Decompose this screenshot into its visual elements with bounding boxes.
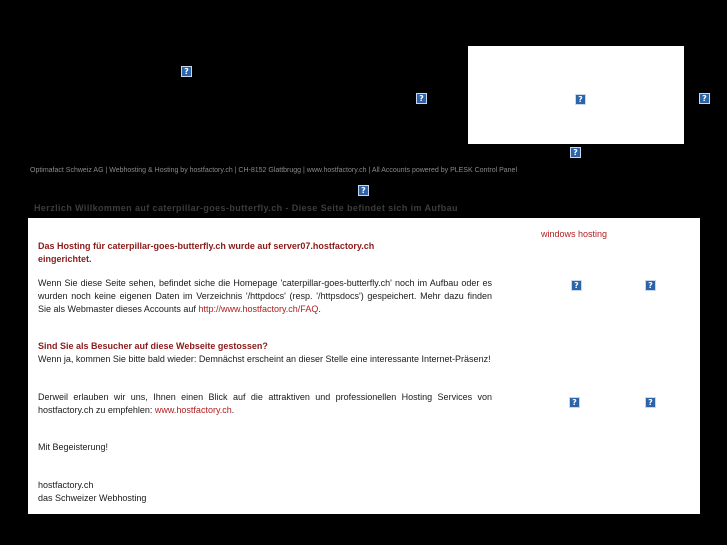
regards-text: Mit Begeisterung!: [38, 442, 109, 452]
broken-image-icon: ?: [570, 147, 581, 158]
company-info-line: Optimafact Schweiz AG | Webhosting & Hosting by hostfactory.ch | CH-8152 Glattbrugg | www.hostfactory.ch | All Accounts powered by PLESK Control Panel: [30, 167, 518, 174]
broken-image-icon: ?: [181, 66, 192, 77]
recommend-paragraph-text: Derweil erlauben wir uns, Ihnen einen Blick auf die attraktiven und professionellen Hosting Services von hostfactory.ch zu empfehlen:: [38, 392, 492, 415]
hostfactory-link[interactable]: www.hostfactory.ch: [154, 405, 232, 415]
faq-link[interactable]: http://www.hostfactory.ch/FAQ: [198, 304, 319, 314]
recommend-paragraph-end: .: [231, 405, 235, 415]
broken-image-icon: ?: [645, 280, 656, 291]
info-paragraph-end: .: [318, 304, 321, 314]
visitor-paragraph: Wenn ja, kommen Sie bitte bald wieder: Demnächst erscheint an dieser Stelle eine interessante Internet-Präsenz!: [38, 354, 491, 364]
broken-image-icon: ?: [416, 93, 427, 104]
broken-image-icon: ?: [569, 397, 580, 408]
broken-image-icon: ?: [571, 280, 582, 291]
welcome-heading: Herzlich Willkommen auf caterpillar-goes-butterfly.ch - Diese Seite befindet sich im Aufbau: [34, 203, 458, 213]
content-panel: [28, 218, 700, 514]
signature-line-1: hostfactory.ch: [38, 480, 94, 490]
broken-image-icon: ?: [699, 93, 710, 104]
visitor-heading: Sind Sie als Besucher auf diese Webseite gestossen?: [38, 341, 268, 351]
windows-hosting-link[interactable]: windows hosting: [541, 229, 608, 239]
broken-image-icon: ?: [645, 397, 656, 408]
broken-image-icon: ?: [575, 94, 586, 105]
hosting-notice: Das Hosting für caterpillar-goes-butterfly.ch wurde auf server07.hostfactory.ch eingerichtet.: [38, 241, 375, 264]
broken-image-icon: ?: [358, 185, 369, 196]
recommend-paragraph: [38, 391, 492, 417]
signature-line-2: das Schweizer Webhosting: [38, 493, 147, 503]
info-paragraph-text: Wenn Sie diese Seite sehen, befindet siche die Homepage 'caterpillar-goes-butterfly.ch' noch im Aufbau oder es wurden noch keine eigenen Daten im Verzeichnis '/httpdocs' (resp. '/httpsdocs') gespeichert. Mehr dazu finden Sie als Webmaster dieses Accounts auf: [38, 278, 492, 314]
info-paragraph: [38, 277, 492, 316]
